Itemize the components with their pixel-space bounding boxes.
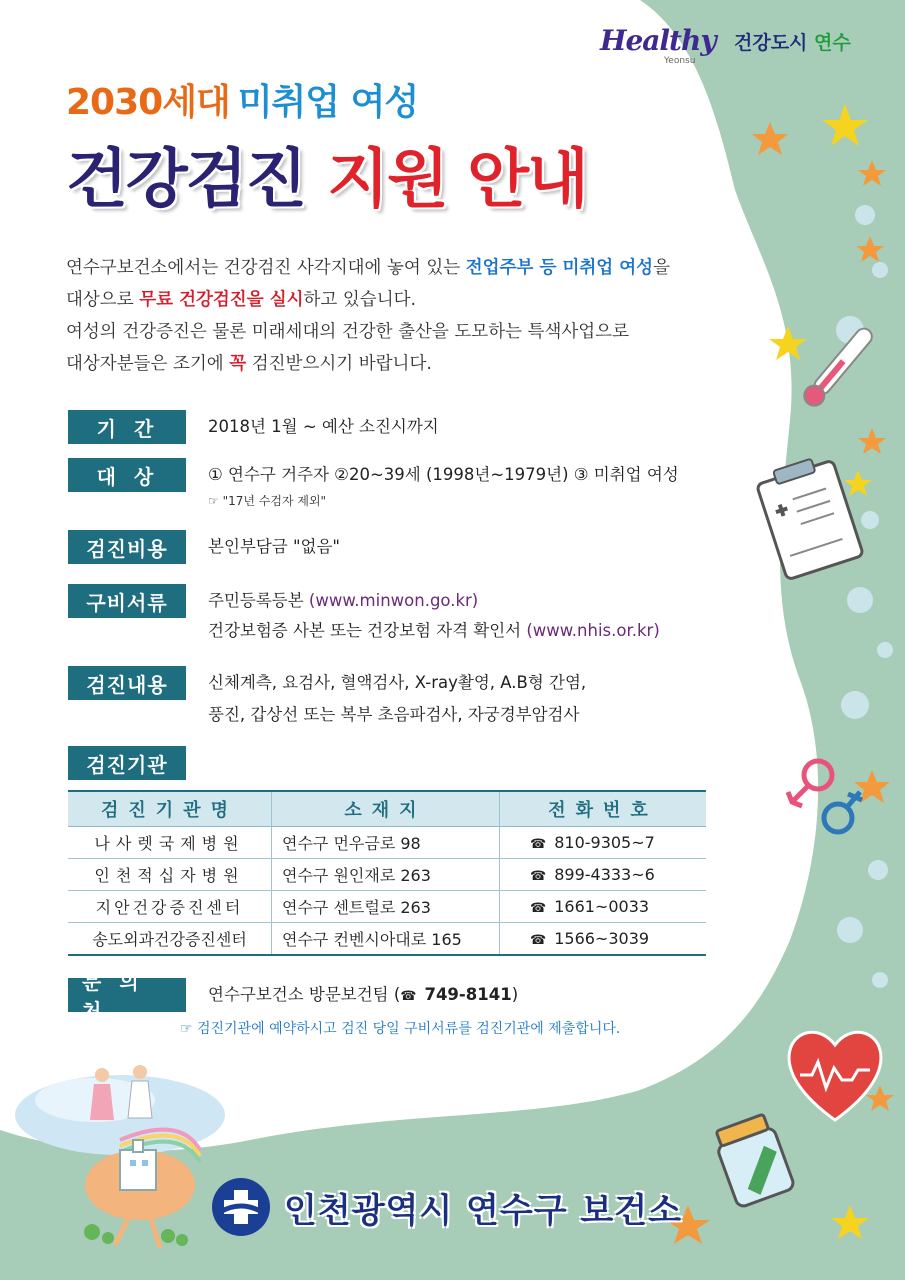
contact-note: ☞ 검진기관에 예약하시고 검진 당일 구비서류를 검진기관에 제출합니다. <box>180 1021 621 1037</box>
contact-text <box>208 980 518 1012</box>
institution-phone <box>500 827 707 859</box>
subtitle-orange: 2030세대 <box>66 82 230 123</box>
phone-icon: ☎ <box>530 901 547 916</box>
intro-text: 연수구보건소에서는 건강검진 사각지대에 놓여 있는 <box>66 258 466 278</box>
documents-line-2 <box>208 616 660 646</box>
table-header-row <box>68 791 706 827</box>
phone-number: 1661~0033 <box>554 897 650 916</box>
header-address: 소재지 <box>272 791 500 827</box>
intro-paragraph <box>66 252 756 380</box>
subtitle-blue: 미취업 여성 <box>237 82 419 123</box>
organization-name: 인천광역시 연수구 보건소 <box>284 1190 682 1231</box>
documents-text: 주민등록등본 <box>208 591 309 610</box>
institutions-label: 검진기관 <box>68 746 186 780</box>
documents-line-1 <box>208 586 478 616</box>
target-note: ☞ "17년 수검자 제외" <box>208 494 327 508</box>
logo-kr-main: 건강도시 <box>734 32 808 54</box>
phone-icon: ☎ <box>400 989 417 1004</box>
phone-icon: ☎ <box>530 933 547 948</box>
target-label: 대상 <box>68 458 186 492</box>
content-line-1: 신체계측, 요검사, 혈액검사, X-ray촬영, A.B형 간염, <box>208 673 587 692</box>
institution-name: 나사렛국제병원 <box>68 827 272 859</box>
contact-office: 연수구보건소 방문보건팀 ( <box>208 985 401 1004</box>
content-label: 검진내용 <box>68 666 186 700</box>
content-line-2: 풍진, 갑상선 또는 복부 초음파검사, 자궁경부암검사 <box>208 705 580 724</box>
institution-address: 연수구 컨벤시아대로 165 <box>272 923 500 956</box>
contact-label: 문의처 <box>68 978 186 1012</box>
target-text: ① 연수구 거주자 ②20~39세 (1998년~1979년) ③ 미취업 여성 <box>208 465 679 484</box>
intro-highlight: 꼭 <box>229 354 247 374</box>
intro-text: 대상으로 <box>66 290 140 310</box>
institution-name: 지안건강증진센터 <box>68 891 272 923</box>
institution-address: 연수구 센트럴로 263 <box>272 891 500 923</box>
contact-close: ) <box>511 985 519 1004</box>
period-text: 2018년 1월 ~ 예산 소진시까지 <box>208 417 439 436</box>
main-title-red: 지원 안내 <box>327 143 587 217</box>
phone-number: 1566~3039 <box>554 929 650 948</box>
table-row <box>68 891 706 923</box>
intro-highlight: 전업주부 등 미취업 여성 <box>465 258 654 278</box>
header-name: 검진기관명 <box>68 791 272 827</box>
institution-phone <box>500 859 707 891</box>
cross-logo-icon <box>212 1178 270 1236</box>
institution-phone <box>500 891 707 923</box>
phone-number: 899-4333~6 <box>554 865 655 884</box>
intro-highlight: 무료 건강검진을 실시 <box>139 290 304 310</box>
institution-address: 연수구 원인재로 263 <box>272 859 500 891</box>
period-label: 기간 <box>68 410 186 444</box>
contact-phone: 749-8141 <box>424 985 512 1004</box>
subtitle <box>66 74 418 125</box>
intro-text: 하고 있습니다. <box>303 290 417 310</box>
logo-kr-accent: 연수 <box>814 32 851 54</box>
cost-text: 본인부담금 "없음" <box>208 537 340 556</box>
institution-name: 인천적십자병원 <box>68 859 272 891</box>
documents-text: 건강보험증 사본 또는 건강보험 자격 확인서 <box>208 621 527 640</box>
phone-number: 810-9305~7 <box>554 833 655 852</box>
intro-text: 을 <box>653 258 670 278</box>
healthy-yeonsu-logo: Healthy <box>600 24 716 57</box>
phone-icon: ☎ <box>530 837 547 852</box>
minwon-url: (www.minwon.go.kr) <box>308 591 479 610</box>
institutions-table <box>68 790 706 956</box>
institution-phone <box>500 923 707 956</box>
table-row <box>68 827 706 859</box>
logo-subtext: Yeonsu <box>664 56 696 66</box>
documents-label: 구비서류 <box>68 584 186 618</box>
nhis-url: (www.nhis.or.kr) <box>526 621 660 640</box>
intro-line-4 <box>66 348 756 380</box>
intro-line-2 <box>66 284 756 316</box>
intro-text: 검진받으시기 바랍니다. <box>246 354 432 374</box>
intro-text: 대상자분들은 조기에 <box>66 354 230 374</box>
table-row <box>68 923 706 956</box>
footer-organization <box>212 1178 682 1236</box>
institution-address: 연수구 먼우금로 98 <box>272 827 500 859</box>
header-phone: 전화번호 <box>500 791 707 827</box>
logo-korean <box>734 28 851 55</box>
main-title-navy: 건강검진 <box>66 143 306 217</box>
cost-label: 검진비용 <box>68 530 186 564</box>
intro-line-1 <box>66 252 756 284</box>
institution-name: 송도외과건강증진센터 <box>68 923 272 956</box>
intro-line-3: 여성의 건강증진은 물론 미래세대의 건강한 출산을 도모하는 특색사업으로 <box>66 322 629 342</box>
main-title <box>66 128 587 220</box>
table-row <box>68 859 706 891</box>
phone-icon: ☎ <box>530 869 547 884</box>
